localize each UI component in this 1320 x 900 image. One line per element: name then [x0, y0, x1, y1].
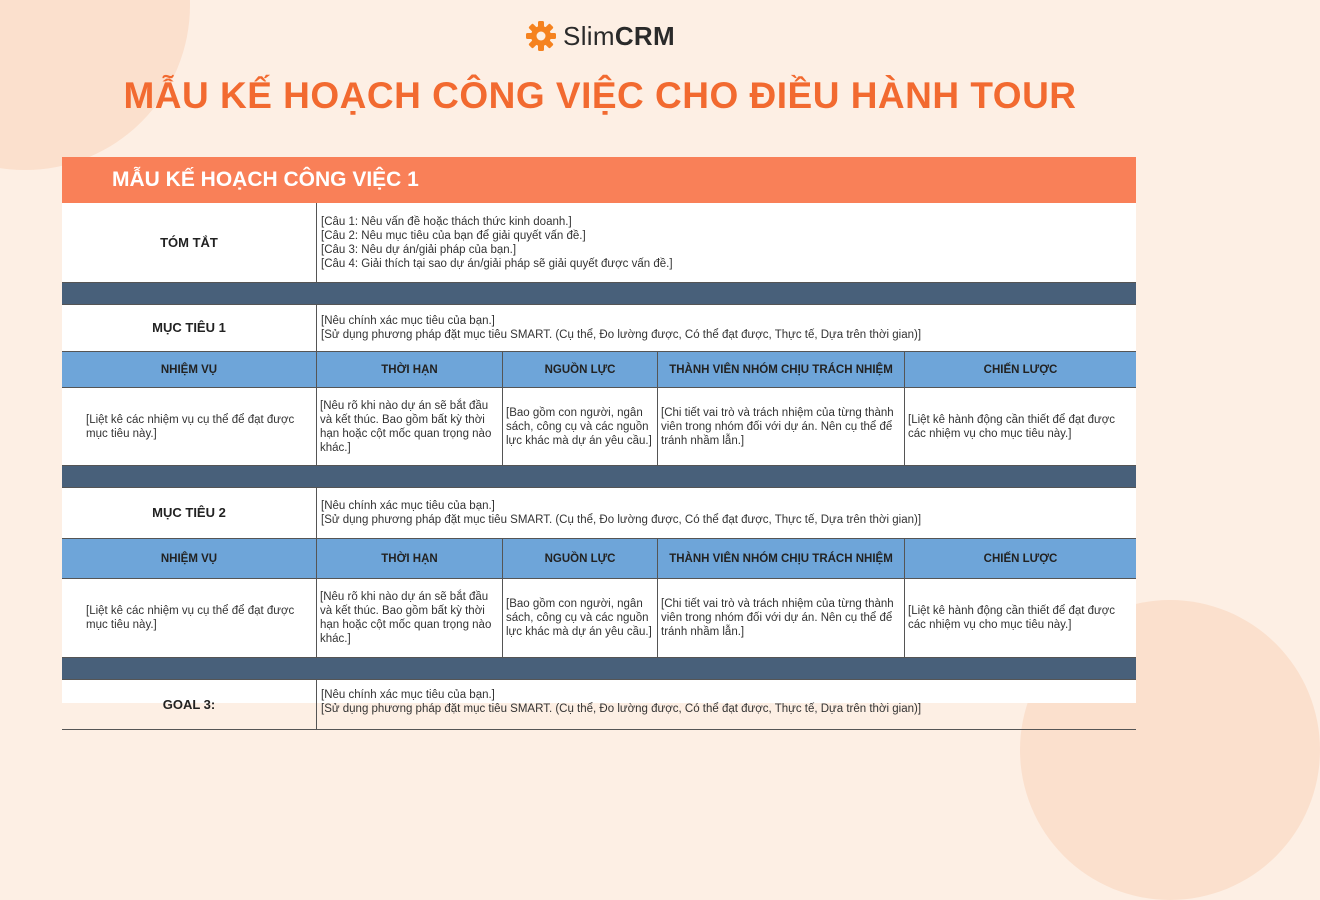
goal-row: [62, 680, 1136, 730]
page-title: MẪU KẾ HOẠCH CÔNG VIỆC CHO ĐIỀU HÀNH TOUR: [123, 75, 1077, 116]
goal-text: [Nêu chính xác mục tiêu của bạn.] [Sử dụng phương pháp đặt mục tiêu SMART. (Cụ thể, Đo lường được, Có thể đạt được, Thực tế, Dựa trên thời gian)]: [321, 689, 922, 715]
work-plan-table: [62, 203, 1136, 730]
section-divider: [62, 658, 1136, 680]
deadline-cell: [Nêu rõ khi nào dự án sẽ bắt đầu và kết thúc. Bao gồm bất kỳ thời hạn hoặc cột mốc quan trọng nào khác.]: [317, 579, 503, 657]
goal-text: [Nêu chính xác mục tiêu của bạn.] [Sử dụng phương pháp đặt mục tiêu SMART. (Cụ thể, Đo lường được, Có thể đạt được, Thực tế, Dựa trên thời gian)]: [321, 500, 922, 526]
task-row: [62, 388, 1136, 466]
col-task: NHIỆM VỤ: [62, 352, 317, 387]
col-resources: NGUỒN LỰC: [503, 539, 658, 578]
section-divider: [62, 283, 1136, 305]
summary-row: [62, 203, 1136, 283]
summary-label: TÓM TẮT: [62, 203, 317, 282]
work-plan-sheet: [62, 157, 1136, 715]
resources-cell: [Bao gồm con người, ngân sách, công cụ và các nguồn lực khác mà dự án yêu cầu.]: [503, 388, 658, 465]
task-cell: [Liệt kê các nhiệm vụ cụ thể để đạt được mục tiêu này.]: [62, 388, 317, 465]
col-resources: NGUỒN LỰC: [503, 352, 658, 387]
brand-logo: [0, 20, 1200, 52]
goal-row: [62, 488, 1136, 539]
col-deadline: THỜI HẠN: [317, 352, 503, 387]
team-cell: [Chi tiết vai trò và trách nhiệm của từng thành viên trong nhóm đối với dự án. Nên cụ thể để tránh nhầm lẫn.]: [658, 579, 905, 657]
col-deadline: THỜI HẠN: [317, 539, 503, 578]
deadline-cell: [Nêu rõ khi nào dự án sẽ bắt đầu và kết thúc. Bao gồm bất kỳ thời hạn hoặc cột mốc quan trọng nào khác.]: [317, 388, 503, 465]
sheet-header: MẪU KẾ HOẠCH CÔNG VIỆC 1: [62, 157, 1136, 203]
col-team-members: THÀNH VIÊN NHÓM CHỊU TRÁCH NHIỆM: [658, 352, 905, 387]
section-divider: [62, 466, 1136, 488]
goal-label: MỤC TIÊU 2: [62, 488, 317, 538]
resources-cell: [Bao gồm con người, ngân sách, công cụ và các nguồn lực khác mà dự án yêu cầu.]: [503, 579, 658, 657]
column-header-row: [62, 352, 1136, 388]
team-cell: [Chi tiết vai trò và trách nhiệm của từng thành viên trong nhóm đối với dự án. Nên cụ thể để tránh nhầm lẫn.]: [658, 388, 905, 465]
goal-text: [Nêu chính xác mục tiêu của bạn.] [Sử dụng phương pháp đặt mục tiêu SMART. (Cụ thể, Đo lường được, Có thể đạt được, Thực tế, Dựa trên thời gian)]: [321, 315, 922, 341]
col-task: NHIỆM VỤ: [62, 539, 317, 578]
task-row: [62, 579, 1136, 658]
strategy-cell: [Liệt kê hành động cần thiết để đạt được các nhiệm vụ cho mục tiêu này.]: [908, 413, 1116, 440]
column-header-row: [62, 539, 1136, 579]
strategy-cell: [Liệt kê hành động cần thiết để đạt được các nhiệm vụ cho mục tiêu này.]: [908, 605, 1116, 631]
goal-label: MỤC TIÊU 1: [62, 305, 317, 351]
col-strategy: CHIẾN LƯỢC: [983, 363, 1058, 376]
summary-text: [Câu 1: Nêu vấn đề hoặc thách thức kinh doanh.] [Câu 2: Nêu mục tiêu của bạn để giải quyết vấn đề.] [Câu 3: Nêu dự án/giải pháp của bạn.] [Câu 4: Giải thích tại sao dự án/giải pháp sẽ giải quyết được vấn đề.]: [321, 215, 673, 270]
col-strategy: CHIẾN LƯỢC: [983, 552, 1058, 565]
goal-row: [62, 305, 1136, 352]
goal-label: GOAL 3:: [62, 680, 317, 729]
gear-icon: [525, 20, 557, 52]
task-cell: [Liệt kê các nhiệm vụ cụ thể để đạt được mục tiêu này.]: [62, 579, 317, 657]
col-team-members: THÀNH VIÊN NHÓM CHỊU TRÁCH NHIỆM: [658, 539, 905, 578]
brand-name: SlimCRM: [563, 20, 675, 51]
